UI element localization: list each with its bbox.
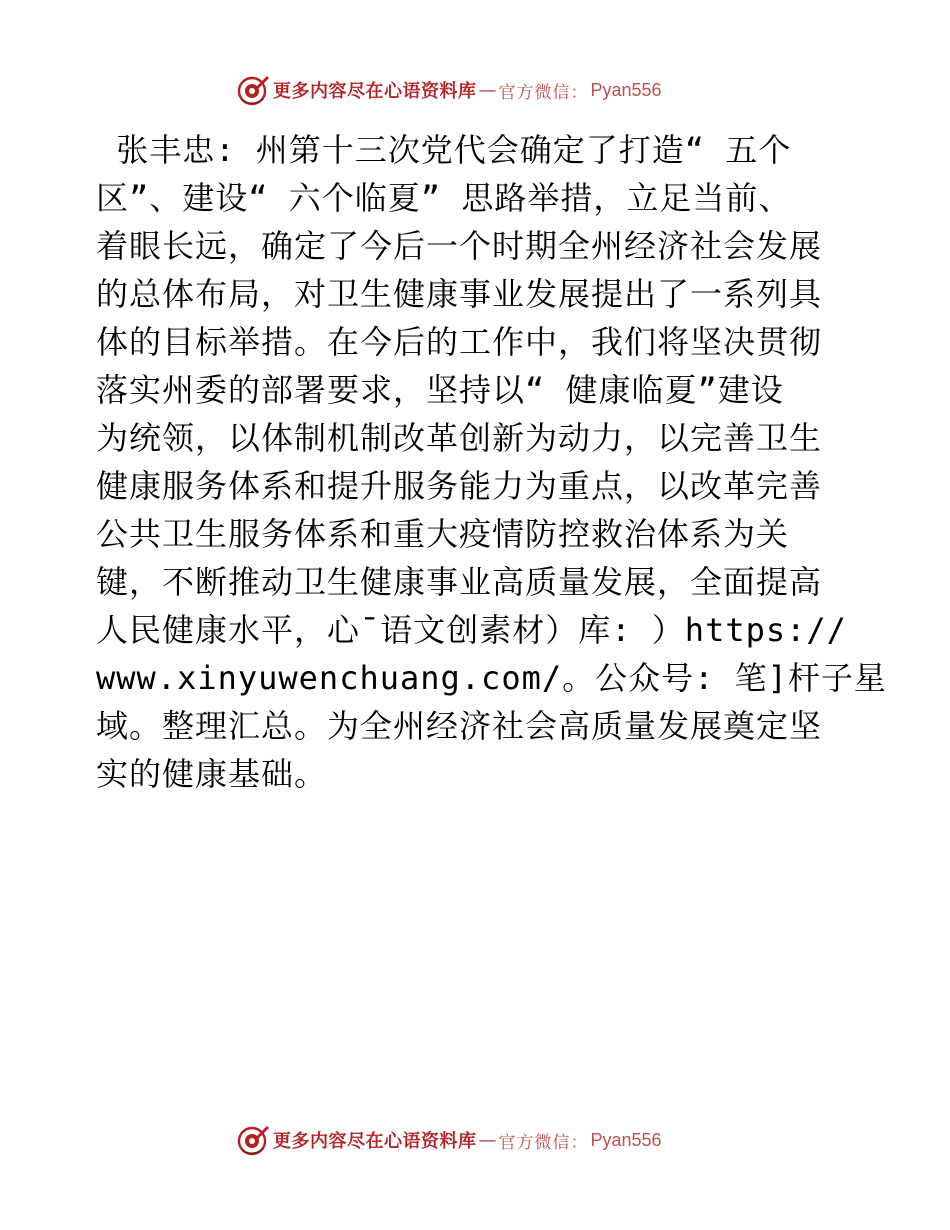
body-line: 公共卫生服务体系和重大疫情防控救治体系为关 [96,515,790,553]
body-line: 为统领，以体制机制改革创新为动力，以完善卫生 [96,419,823,457]
header-banner-title: 更多内容尽在心语资料库 [273,81,477,102]
header-banner-dash: — [478,79,497,101]
footer-banner-wechat-label: 官方微信： [498,1132,589,1153]
body-text [96,126,887,798]
body-line: 体的目标举措。在今后的工作中，我们将坚决贯彻 [96,323,823,361]
body-line: 实的健康基础。 [96,755,328,793]
header-banner [236,72,662,108]
body-line: 键，不断推动卫生健康事业高质量发展，全面提高 [96,563,823,601]
pen-nib-circle-logo-icon [236,73,270,107]
body-line: 健康服务体系和提升服务能力为重点，以改革完善 [96,467,823,505]
body-line: 人民健康水平，心¯语文创素材）库: ）https:// [96,611,847,649]
footer-banner [236,1122,662,1158]
body-line: 区”、建设“ 六个临夏” 思路举措，立足当前、 [96,179,792,217]
pen-nib-circle-logo-icon [236,1123,270,1157]
body-line: 张丰忠: 州第十三次党代会确定了打造“ 五个 [96,131,792,169]
body-line: 域。整理汇总。为全州经济社会高质量发展奠定坚 [96,707,823,745]
footer-banner-dash: — [478,1129,497,1151]
body-line: www.xinyuwenchuang.com/。公众号: 笔]杆子星 [96,659,887,697]
body-line: 的总体布局，对卫生健康事业发展提出了一系列具 [96,275,823,313]
body-line: 着眼长远，确定了今后一个时期全州经济社会发展 [96,227,823,265]
footer-banner-title: 更多内容尽在心语资料库 [273,1131,477,1152]
header-banner-wechat-id: Pyan556 [590,79,662,100]
footer-banner-wechat-id: Pyan556 [590,1129,662,1150]
header-banner-wechat-label: 官方微信： [498,82,589,103]
body-line: 落实州委的部署要求，坚持以“ 健康临夏”建设 [96,371,784,409]
